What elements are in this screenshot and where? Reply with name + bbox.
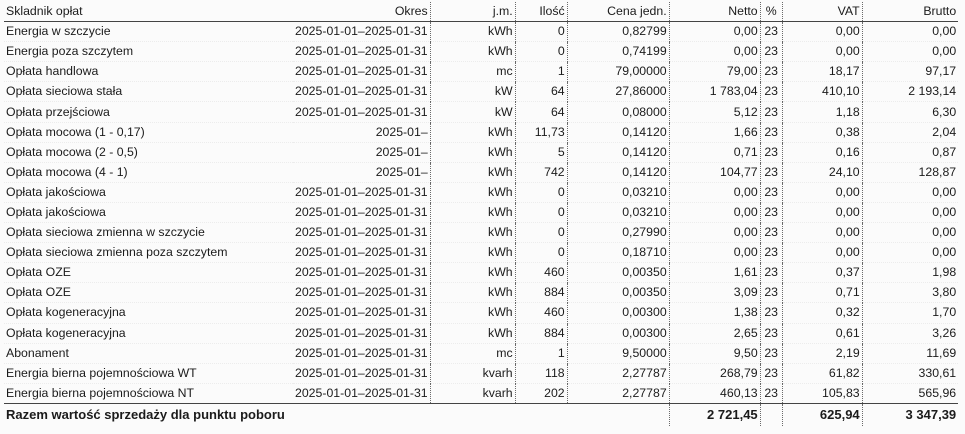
row-unit-price: 0,27990 — [567, 223, 669, 243]
row-vat-rate: 23 — [760, 122, 782, 142]
row-unit-price: 0,03210 — [567, 202, 669, 222]
row-period: 2025-01-01–2025-01-31 — [293, 343, 430, 363]
row-net: 460,13 — [669, 383, 760, 403]
row-gross: 0,00 — [862, 243, 958, 263]
table-row — [4, 283, 958, 303]
row-vat-rate: 23 — [760, 142, 782, 162]
row-quantity: 460 — [515, 263, 567, 283]
row-vat-rate: 23 — [760, 263, 782, 283]
row-unit-price: 2,27787 — [567, 363, 669, 383]
row-gross: 0,87 — [862, 142, 958, 162]
row-unit: kWh — [430, 263, 515, 283]
row-period: 2025-01-01–2025-01-31 — [293, 82, 430, 102]
row-unit: kW — [430, 102, 515, 122]
row-net: 0,00 — [669, 182, 760, 202]
row-unit: kWh — [430, 122, 515, 142]
table-row — [4, 243, 958, 263]
row-component: Opłata mocowa (1 - 0,17) — [4, 122, 293, 142]
table-row — [4, 182, 958, 202]
row-vat: 0,32 — [782, 303, 862, 323]
row-gross: 2,04 — [862, 122, 958, 142]
row-unit-price: 0,00300 — [567, 323, 669, 343]
row-component: Energia bierna pojemnościowa NT — [4, 383, 293, 403]
table-row — [4, 223, 958, 243]
row-unit: kWh — [430, 202, 515, 222]
row-gross: 11,69 — [862, 343, 958, 363]
row-gross: 128,87 — [862, 162, 958, 182]
row-gross: 6,30 — [862, 102, 958, 122]
row-unit-price: 0,18710 — [567, 243, 669, 263]
row-gross: 0,00 — [862, 182, 958, 202]
row-quantity: 64 — [515, 82, 567, 102]
row-unit: kWh — [430, 22, 515, 42]
row-unit: kWh — [430, 323, 515, 343]
row-net: 5,12 — [669, 102, 760, 122]
row-net: 0,71 — [669, 142, 760, 162]
row-gross: 0,00 — [862, 22, 958, 42]
row-vat: 0,00 — [782, 243, 862, 263]
row-vat-rate: 23 — [760, 182, 782, 202]
row-quantity: 0 — [515, 22, 567, 42]
row-vat-rate: 23 — [760, 383, 782, 403]
row-vat: 0,00 — [782, 42, 862, 62]
table-header-row — [4, 2, 958, 22]
row-component: Opłata mocowa (2 - 0,5) — [4, 142, 293, 162]
row-gross: 330,61 — [862, 363, 958, 383]
row-net: 1,66 — [669, 122, 760, 142]
row-vat: 18,17 — [782, 62, 862, 82]
table-row — [4, 162, 958, 182]
row-vat-rate: 23 — [760, 283, 782, 303]
row-vat: 0,00 — [782, 182, 862, 202]
row-component: Opłata przejściowa — [4, 102, 293, 122]
header-unit-price: Cena jedn. — [567, 2, 669, 22]
table-row — [4, 363, 958, 383]
row-unit: kWh — [430, 182, 515, 202]
row-period: 2025-01-01–2025-01-31 — [293, 243, 430, 263]
row-net: 1 783,04 — [669, 82, 760, 102]
row-vat-rate: 23 — [760, 102, 782, 122]
row-quantity: 1 — [515, 62, 567, 82]
row-quantity: 1 — [515, 343, 567, 363]
table-row — [4, 303, 958, 323]
row-quantity: 64 — [515, 102, 567, 122]
row-vat-rate: 23 — [760, 202, 782, 222]
row-unit-price: 0,14120 — [567, 162, 669, 182]
row-vat: 1,18 — [782, 102, 862, 122]
row-vat-rate: 23 — [760, 363, 782, 383]
row-unit: kvarh — [430, 383, 515, 403]
header-component: Skladnik opłat — [4, 2, 293, 22]
row-quantity: 0 — [515, 223, 567, 243]
row-unit: kWh — [430, 283, 515, 303]
row-component: Energia w szczycie — [4, 22, 293, 42]
row-component: Energia poza szczytem — [4, 42, 293, 62]
row-period: 2025-01-01–2025-01-31 — [293, 263, 430, 283]
row-net: 9,50 — [669, 343, 760, 363]
header-gross: Brutto — [862, 2, 958, 22]
row-component: Energia bierna pojemnościowa WT — [4, 363, 293, 383]
row-unit-price: 0,00350 — [567, 283, 669, 303]
row-period: 2025-01-01–2025-01-31 — [293, 62, 430, 82]
table-row — [4, 142, 958, 162]
row-period: 2025-01-01–2025-01-31 — [293, 223, 430, 243]
row-period: 2025-01-01–2025-01-31 — [293, 363, 430, 383]
total-row — [4, 403, 958, 426]
row-vat-rate: 23 — [760, 22, 782, 42]
row-component: Opłata jakościowa — [4, 182, 293, 202]
row-net: 0,00 — [669, 42, 760, 62]
row-component: Opłata kogeneracyjna — [4, 303, 293, 323]
row-net: 0,00 — [669, 202, 760, 222]
row-unit-price: 0,03210 — [567, 182, 669, 202]
row-vat: 2,19 — [782, 343, 862, 363]
row-component: Opłata kogeneracyjna — [4, 323, 293, 343]
row-quantity: 0 — [515, 202, 567, 222]
header-vat-rate: % — [760, 2, 782, 22]
row-vat: 0,00 — [782, 22, 862, 42]
row-vat: 0,71 — [782, 283, 862, 303]
row-net: 0,00 — [669, 243, 760, 263]
row-component: Opłata OZE — [4, 283, 293, 303]
row-net: 0,00 — [669, 22, 760, 42]
table-row — [4, 122, 958, 142]
row-gross: 1,98 — [862, 263, 958, 283]
row-quantity: 460 — [515, 303, 567, 323]
table-row — [4, 62, 958, 82]
row-period: 2025-01-01–2025-01-31 — [293, 182, 430, 202]
table-row — [4, 343, 958, 363]
row-vat: 0,37 — [782, 263, 862, 283]
row-unit-price: 0,74199 — [567, 42, 669, 62]
row-component: Opłata sieciowa stała — [4, 82, 293, 102]
row-unit: mc — [430, 343, 515, 363]
row-unit-price: 0,08000 — [567, 102, 669, 122]
row-vat: 0,00 — [782, 223, 862, 243]
row-vat-rate: 23 — [760, 42, 782, 62]
row-unit-price: 0,00350 — [567, 263, 669, 283]
header-unit: j.m. — [430, 2, 515, 22]
row-unit: kWh — [430, 142, 515, 162]
total-label: Razem wartość sprzedaży dla punktu poboru — [4, 403, 567, 426]
row-gross: 0,00 — [862, 202, 958, 222]
row-component: Opłata OZE — [4, 263, 293, 283]
row-component: Opłata sieciowa zmienna w szczycie — [4, 223, 293, 243]
row-gross: 97,17 — [862, 62, 958, 82]
row-period: 2025-01– — [293, 142, 430, 162]
row-component: Opłata sieciowa zmienna poza szczytem — [4, 243, 293, 263]
row-component: Opłata handlowa — [4, 62, 293, 82]
row-net: 1,38 — [669, 303, 760, 323]
row-quantity: 884 — [515, 323, 567, 343]
row-period: 2025-01-01–2025-01-31 — [293, 283, 430, 303]
row-vat-rate: 23 — [760, 303, 782, 323]
row-unit: kWh — [430, 162, 515, 182]
header-period: Okres — [293, 2, 430, 22]
row-unit-price: 9,50000 — [567, 343, 669, 363]
row-unit-price: 2,27787 — [567, 383, 669, 403]
row-period: 2025-01-01–2025-01-31 — [293, 202, 430, 222]
row-vat: 24,10 — [782, 162, 862, 182]
table-row — [4, 82, 958, 102]
row-net: 0,00 — [669, 223, 760, 243]
row-component: Opłata jakościowa — [4, 202, 293, 222]
row-quantity: 5 — [515, 142, 567, 162]
row-quantity: 742 — [515, 162, 567, 182]
row-quantity: 0 — [515, 243, 567, 263]
row-net: 104,77 — [669, 162, 760, 182]
header-quantity: Ilość — [515, 2, 567, 22]
row-period: 2025-01-01–2025-01-31 — [293, 102, 430, 122]
row-gross: 3,26 — [862, 323, 958, 343]
row-period: 2025-01– — [293, 122, 430, 142]
row-unit-price: 27,86000 — [567, 82, 669, 102]
row-unit: mc — [430, 62, 515, 82]
row-unit-price: 0,14120 — [567, 122, 669, 142]
table-row — [4, 102, 958, 122]
row-vat-rate: 23 — [760, 223, 782, 243]
row-quantity: 11,73 — [515, 122, 567, 142]
row-quantity: 884 — [515, 283, 567, 303]
header-vat: VAT — [782, 2, 862, 22]
charges-table — [4, 2, 958, 426]
row-unit: kWh — [430, 243, 515, 263]
table-row — [4, 42, 958, 62]
total-rate-spacer — [760, 403, 782, 426]
row-vat: 0,38 — [782, 122, 862, 142]
row-unit-price: 79,00000 — [567, 62, 669, 82]
table-row — [4, 22, 958, 42]
row-gross: 0,00 — [862, 223, 958, 243]
row-vat: 0,61 — [782, 323, 862, 343]
row-gross: 0,00 — [862, 42, 958, 62]
row-vat: 61,82 — [782, 363, 862, 383]
table-row — [4, 383, 958, 403]
row-period: 2025-01-01–2025-01-31 — [293, 323, 430, 343]
row-unit: kWh — [430, 223, 515, 243]
row-quantity: 0 — [515, 42, 567, 62]
total-gross: 3 347,39 — [862, 403, 958, 426]
row-vat: 0,00 — [782, 202, 862, 222]
row-vat-rate: 23 — [760, 243, 782, 263]
row-vat: 410,10 — [782, 82, 862, 102]
row-quantity: 0 — [515, 182, 567, 202]
row-vat-rate: 23 — [760, 162, 782, 182]
row-unit: kWh — [430, 303, 515, 323]
row-net: 79,00 — [669, 62, 760, 82]
row-period: 2025-01-01–2025-01-31 — [293, 303, 430, 323]
row-unit: kvarh — [430, 363, 515, 383]
row-component: Opłata mocowa (4 - 1) — [4, 162, 293, 182]
row-vat-rate: 23 — [760, 343, 782, 363]
header-net: Netto — [669, 2, 760, 22]
table-row — [4, 323, 958, 343]
row-net: 2,65 — [669, 323, 760, 343]
row-gross: 565,96 — [862, 383, 958, 403]
row-component: Abonament — [4, 343, 293, 363]
row-gross: 2 193,14 — [862, 82, 958, 102]
row-gross: 3,80 — [862, 283, 958, 303]
row-quantity: 202 — [515, 383, 567, 403]
row-unit-price: 0,14120 — [567, 142, 669, 162]
row-net: 3,09 — [669, 283, 760, 303]
row-period: 2025-01-01–2025-01-31 — [293, 22, 430, 42]
total-vat: 625,94 — [782, 403, 862, 426]
row-vat-rate: 23 — [760, 62, 782, 82]
row-gross: 1,70 — [862, 303, 958, 323]
row-unit-price: 0,82799 — [567, 22, 669, 42]
row-quantity: 118 — [515, 363, 567, 383]
total-spacer — [567, 403, 669, 426]
table-row — [4, 263, 958, 283]
row-vat-rate: 23 — [760, 323, 782, 343]
row-net: 1,61 — [669, 263, 760, 283]
row-unit: kWh — [430, 42, 515, 62]
row-unit-price: 0,00300 — [567, 303, 669, 323]
row-period: 2025-01-01–2025-01-31 — [293, 383, 430, 403]
row-net: 268,79 — [669, 363, 760, 383]
row-period: 2025-01-01–2025-01-31 — [293, 42, 430, 62]
row-vat: 105,83 — [782, 383, 862, 403]
total-net: 2 721,45 — [669, 403, 760, 426]
row-period: 2025-01– — [293, 162, 430, 182]
row-unit: kW — [430, 82, 515, 102]
row-vat-rate: 23 — [760, 82, 782, 102]
table-row — [4, 202, 958, 222]
row-vat: 0,16 — [782, 142, 862, 162]
